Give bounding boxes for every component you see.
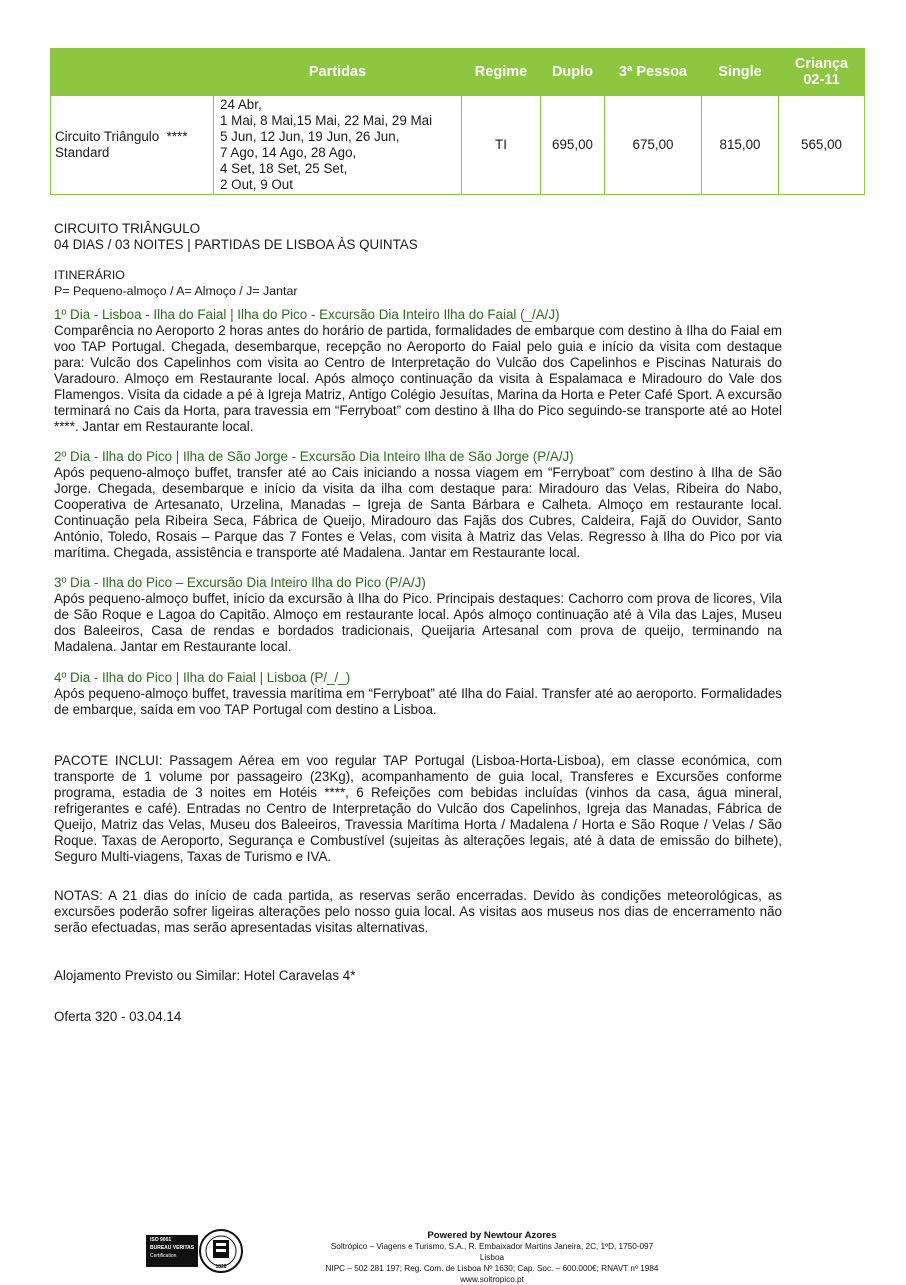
day-title: 4º Dia - Ilha do Pico | Ilha do Faial | Lisboa (P/_/_) <box>54 670 351 685</box>
circuit-category: Standard <box>55 145 110 160</box>
header-terceira-pessoa: 3ª Pessoa <box>605 49 702 96</box>
date-line: 2 Out, 9 Out <box>220 177 293 192</box>
day-text: Comparência no Aeroporto 2 horas antes do horário de partida, formalidades de embarque com destino à Ilha do Faial em voo TAP Portugal. Chegada, desembarque, recepção no Aeroporto do Faial pelo guia e início da visita com destaque para: Vulcão dos Capelinhos com visita ao Centro de Interpretação do Vulcão dos Capelinhos e Piscinas Naturais do Varadouro. Almoço em Restaurante local. Após almoço continuação da visita à Espalamaca e Miradouro do Vale dos Flamengos. Visita da cidade a pé à Igreja Matriz, Antigo Colégio Jesuítas, Marina da Horta e Peter Café Sport. A excursão terminará no Cais da Horta, para travessia em “Ferryboat” com destino à Ilha do Pico seguindo-se transporte até ao Hotel ****. Jantar em Restaurante local. <box>54 323 782 434</box>
header-blank <box>51 49 214 96</box>
day-2 <box>54 449 782 561</box>
header-single: Single <box>702 49 779 96</box>
regime-cell: TI <box>462 96 541 195</box>
footer-address: Soltrópico – Viagens e Turismo, S.A., R. Embaixador Martins Janeira, 2C, 1ºD, 1750-097 Lisboa <box>330 1242 654 1262</box>
day-text: Após pequeno-almoço buffet, início da excursão à Ilha do Pico. Principais destaques: Cachorro com prova de licores, Vila de São Roque e Lagoa do Capitão. Almoço em restaurante local. Após almoço continuação até à Vila das Lajes, Museu dos Baleeiros, Casa de rendas e bordados tradicionais, Queijaria Artesanal com prova de queijo, terminando na Madalena. Jantar em Restaurante local. <box>54 591 782 654</box>
day-3 <box>54 575 782 655</box>
header-regime: Regime <box>462 49 541 96</box>
logo-year: 1828 <box>215 1264 227 1270</box>
circuit-title: CIRCUITO TRIÂNGULO <box>54 221 201 236</box>
departure-dates-cell <box>214 96 462 195</box>
duplo-cell: 695,00 <box>541 96 605 195</box>
footer-registration: NIPC – 502 281 197; Reg. Com. de Lisboa Nº 1630; Cap. Soc. – 600.000€; RNAVT nº 1984 <box>325 1264 659 1273</box>
day-title: 1º Dia - Lisboa - Ilha do Faial | Ilha do Pico - Excursão Dia Inteiro Ilha do Faial (_/A/J) <box>54 307 560 322</box>
date-line: 1 Mai, 8 Mai,15 Mai, 22 Mai, 29 Mai <box>220 113 433 128</box>
notes <box>54 888 782 936</box>
notes-text: NOTAS: A 21 dias do início de cada partida, as reservas serão encerradas. Devido às condições meteorológicas, as excursões poderão sofrer ligeiras alterações pelo nosso guia local. As visitas aos museus nos dias de encerramento não serão efectuadas, mas serão apresentadas visitas alternativas. <box>54 888 782 935</box>
day-text: Após pequeno-almoço buffet, transfer até ao Cais iniciando a nossa viagem em “Ferryboat” com destino à Ilha de São Jorge. Chegada, desembarque e início da visita da ilha com destaque para: Miradouro das Velas, Ribeira do Nabo, Cooperativa de Artesanato, Urzelina, Manadas – Igreja de Santa Bárbara e Calheta. Almoço em restaurante local. Continuação pela Ribeira Seca, Fábrica de Queijo, Miradouro das Fajãs dos Cubres, Caldeira, Fajã do Ouvidor, Santo António, Toledo, Rosais – Parque das 7 Fontes e Velas, com visita à Matriz das Velas. Regresso à Ilha do Pico por via marítima. Chegada, assistência e transporte até Madalena. Jantar em Restaurante local. <box>54 465 782 560</box>
meal-legend: P= Pequeno-almoço / A= Almoço / J= Jantar <box>54 284 298 298</box>
day-1 <box>54 307 782 435</box>
circuit-name-cell <box>51 96 214 195</box>
footer-powered-by: Powered by Newtour Azores <box>427 1230 557 1241</box>
footer-company-info <box>318 1230 666 1285</box>
logo-cert: Certification <box>150 1253 177 1259</box>
date-line: 7 Ago, 14 Ago, 28 Ago, <box>220 145 357 160</box>
package-includes-text: PACOTE INCLUI: Passagem Aérea em voo regular TAP Portugal (Lisboa-Horta-Lisboa), em classe económica, com transporte de 1 volume por passageiro (23Kg), acompanhamento de guia local, Transferes e Excursões conforme programa, estadia de 3 noites em Hotéis ****, 6 Refeições com bebidas incluídas (vinhos da casa, água mineral, refrigerantes e café). Entradas no Centro de Interpretação do Vulcão dos Capelinhos, Igreja das Manadas, Fábrica de Queijo, Matriz das Velas, Museu dos Baleeiros, Travessia Marítima Horta / Madalena / Horta e São Roque / Velas / São Roque. Taxas de Aeroporto, Segurança e Combustível (sujeitas às alterações legais, até à data de emissão do bilhete), Seguro Multi-viagens, Taxas de Turismo e IVA. <box>54 753 782 864</box>
day-title: 2º Dia - Ilha do Pico | Ilha de São Jorge - Excursão Dia Inteiro Ilha de São Jorge (P/A/J) <box>54 449 574 464</box>
date-line: 4 Set, 18 Set, 25 Set, <box>220 161 348 176</box>
price-table <box>50 48 865 195</box>
logo-name: BUREAU VERITAS <box>150 1245 195 1251</box>
itinerary-label: ITINERÁRIO <box>54 268 125 282</box>
logo-iso: ISO 9001 <box>150 1237 172 1243</box>
circuit-name: Circuito Triângulo **** <box>55 129 188 144</box>
header-crianca: Criança 02-11 <box>779 49 865 96</box>
circuit-subtitle: 04 DIAS / 03 NOITES | PARTIDAS DE LISBOA ÀS QUINTAS <box>54 237 418 252</box>
footer-website[interactable]: www.soltropico.pt <box>460 1275 524 1284</box>
crianca-cell: 565,00 <box>779 96 865 195</box>
table-header-row <box>51 49 865 96</box>
accommodation: Alojamento Previsto ou Similar: Hotel Caravelas 4* <box>54 968 356 983</box>
date-line: 5 Jun, 12 Jun, 19 Jun, 26 Jun, <box>220 129 400 144</box>
table-row <box>51 96 865 195</box>
header-duplo: Duplo <box>541 49 605 96</box>
circuit-heading <box>54 221 782 253</box>
day-4 <box>54 670 782 718</box>
itinerary-heading <box>54 267 782 299</box>
single-cell: 815,00 <box>702 96 779 195</box>
terceira-pessoa-cell: 675,00 <box>605 96 702 195</box>
day-text: Após pequeno-almoço buffet, travessia marítima em “Ferryboat” até Ilha do Faial. Transfer até ao aeroporto. Formalidades de embarque, saída em voo TAP Portugal com destino a Lisboa. <box>54 686 782 717</box>
offer-reference: Oferta 320 - 03.04.14 <box>54 1009 182 1024</box>
header-partidas: Partidas <box>214 49 462 96</box>
day-title: 3º Dia - Ilha do Pico – Excursão Dia Inteiro Ilha do Pico (P/A/J) <box>54 575 426 590</box>
date-line: 24 Abr, <box>220 97 262 112</box>
package-includes <box>54 753 782 865</box>
bureau-veritas-logo <box>146 1228 244 1276</box>
